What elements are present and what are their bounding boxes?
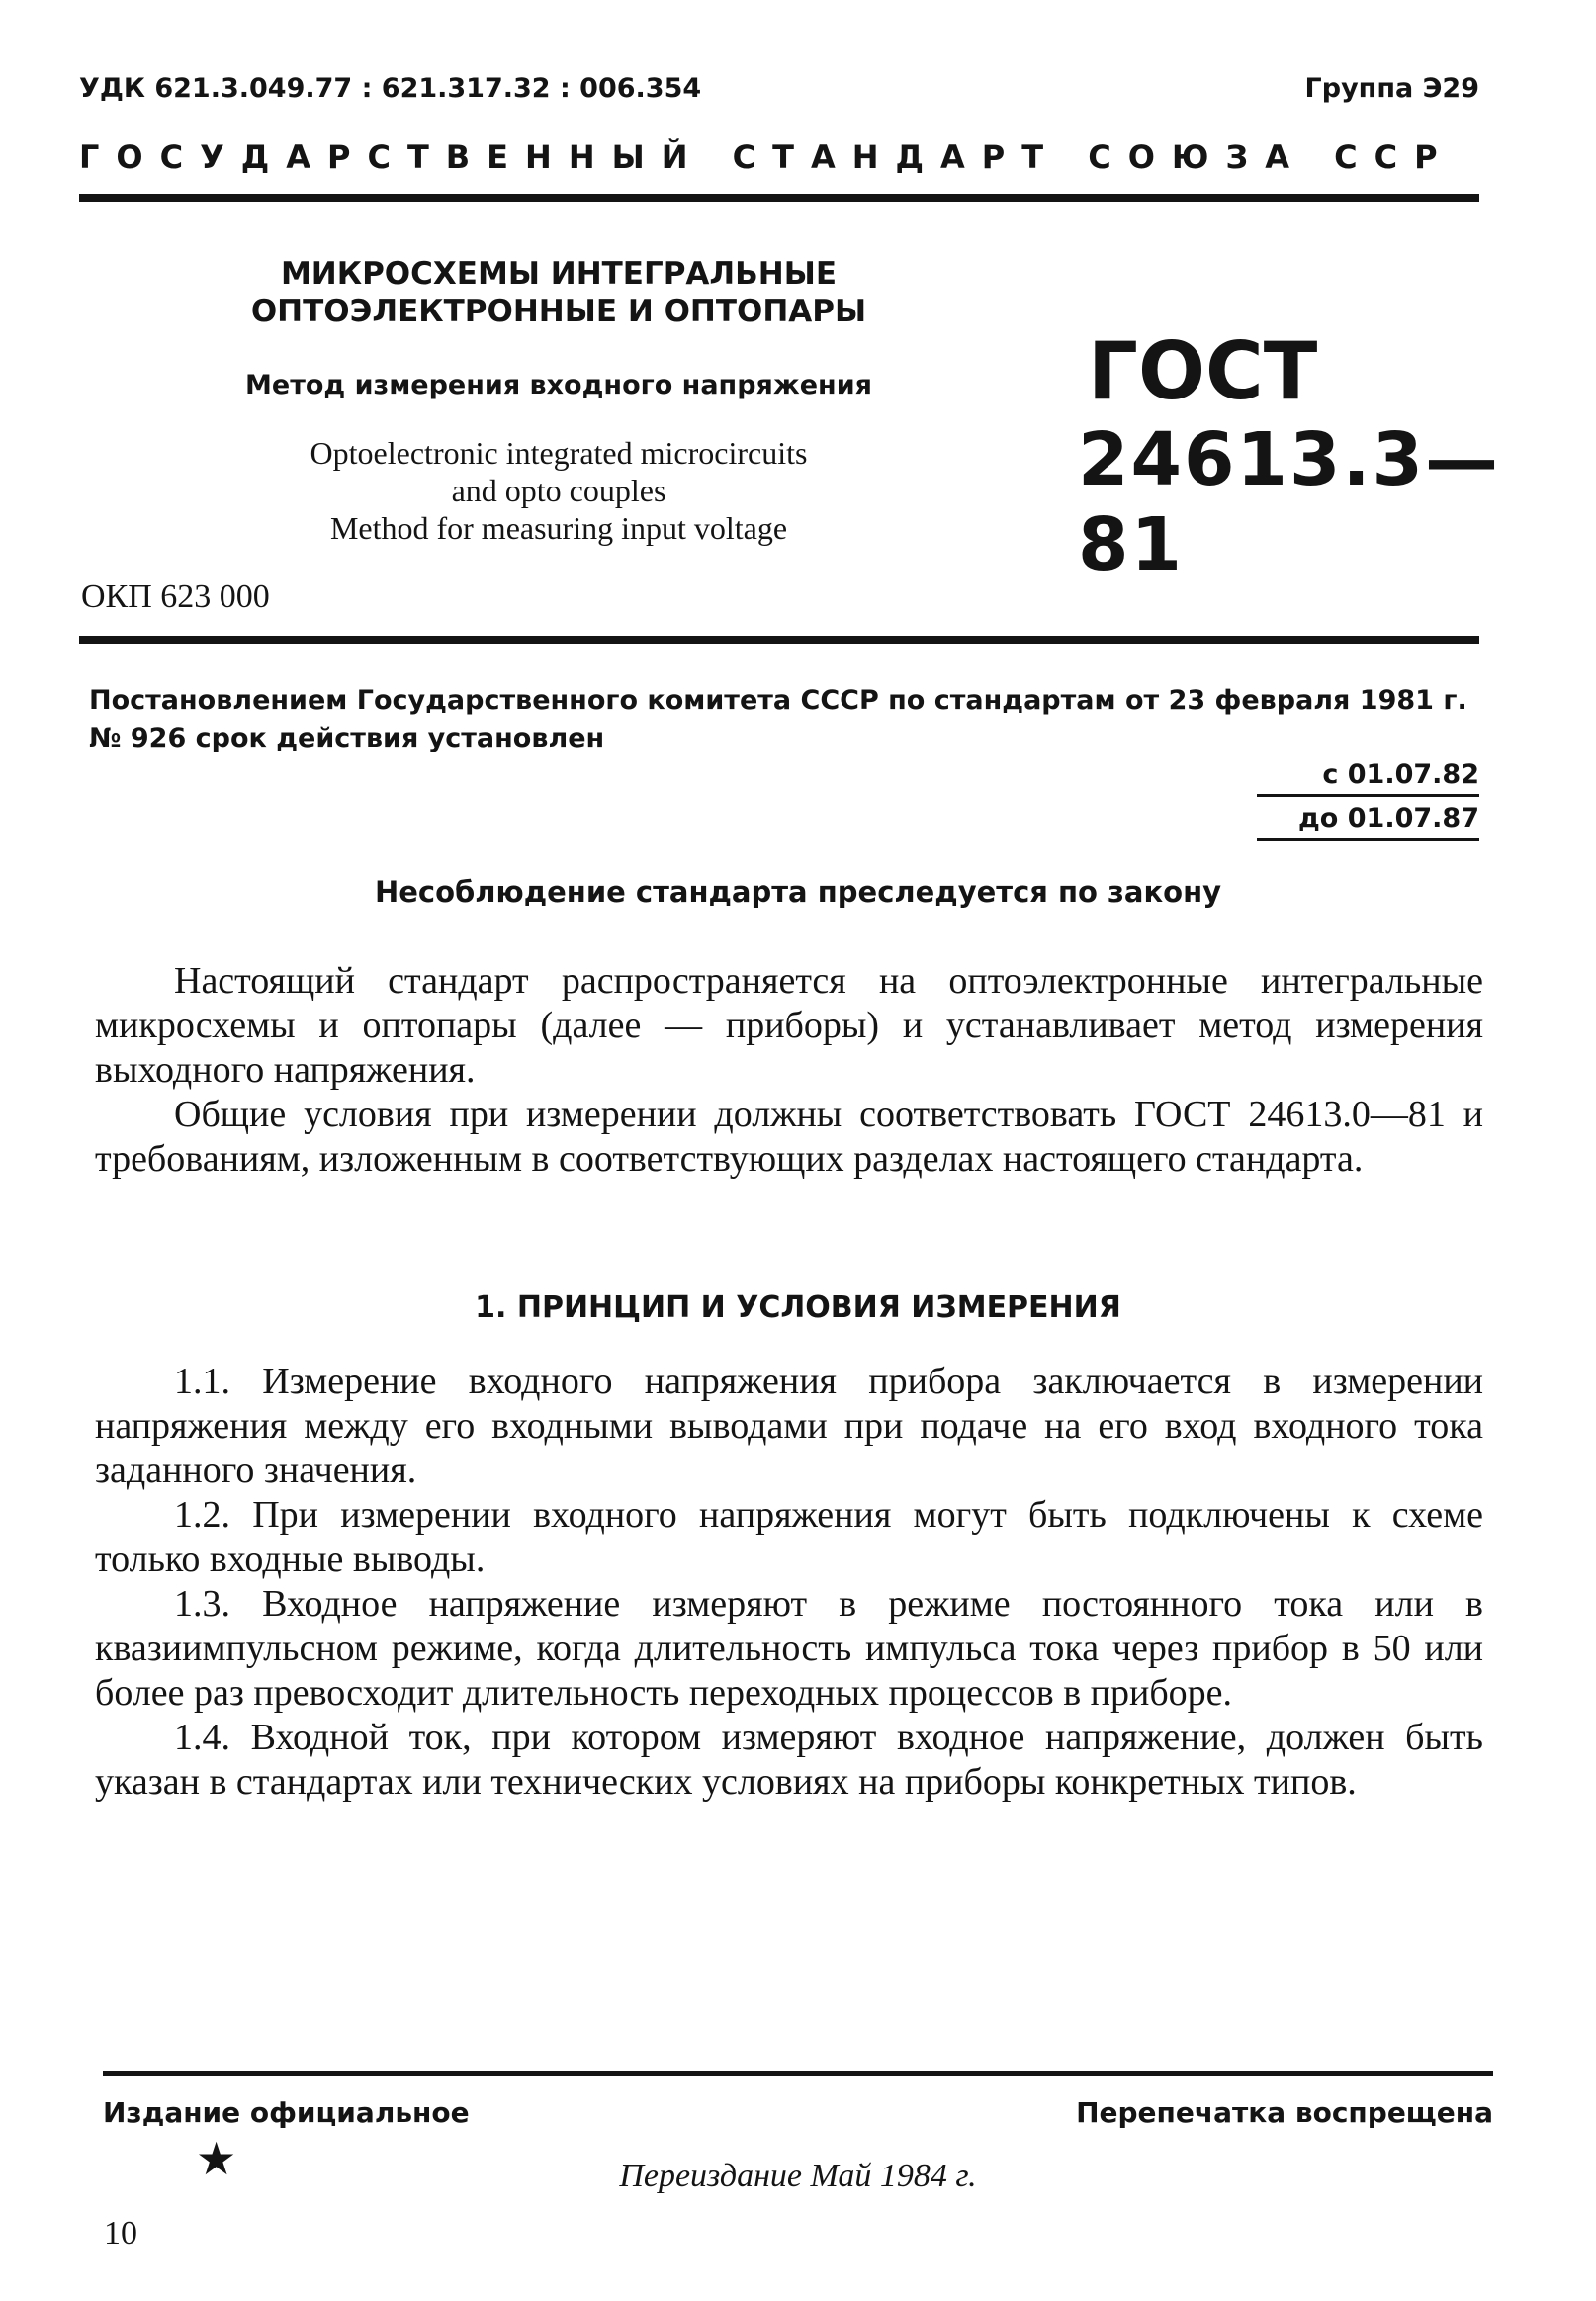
english-title: [183, 434, 934, 547]
section-1-text: [95, 1360, 1483, 1805]
clause-1-3: 1.3. Входное напряжение измеряют в режиме постоянного тока или в квазиимпульсном режиме, когда длительность импульса тока через прибор в 50 или более раз превосходит длительность переходных процессов в приборе.: [95, 1583, 1483, 1714]
english-title-line-3: Method for measuring input voltage: [329, 510, 788, 546]
valid-from: с 01.07.82: [1257, 759, 1479, 797]
udk-code: УДК 621.3.049.77 : 621.317.32 : 006.354: [79, 73, 702, 104]
title-block: [183, 255, 934, 547]
section-1-heading: 1. ПРИНЦИП И УСЛОВИЯ ИЗМЕРЕНИЯ: [475, 1290, 1121, 1325]
intro-paragraph-1: Настоящий стандарт распространяется на оптоэлектронные интегральные микросхемы и оптопары (далее — приборы) и устанавливает метод измерения выходного напряжения.: [95, 960, 1483, 1091]
gost-label: ГОСТ: [1088, 325, 1318, 417]
okp-code: ОКП 623 000: [81, 578, 270, 615]
intro-paragraph-2: Общие условия при измерении должны соответствовать ГОСТ 24613.0—81 и требованиям, изложенным в соответствующих разделах настоящего стандарта.: [95, 1094, 1483, 1180]
state-standard-title: ГОСУДАРСТВЕННЫЙ СТАНДАРТ СОЮЗА ССР: [79, 138, 1455, 176]
official-edition: Издание официальное: [103, 2096, 470, 2129]
title-subtitle: Метод измерения входного напряжения: [245, 370, 872, 400]
star-icon: ★: [196, 2134, 237, 2184]
clause-1-1: 1.1. Измерение входного напряжения прибора заключается в измерении напряжения между его входными выводами при подаче на его вход входного тока заданного значения.: [95, 1361, 1483, 1491]
reprint-prohibited: Перепечатка воспрещена: [1076, 2096, 1493, 2129]
english-title-line-1: Optoelectronic integrated microcircuits: [310, 435, 808, 471]
valid-to: до 01.07.87: [1257, 797, 1479, 841]
clause-1-4: 1.4. Входной ток, при котором измеряют входное напряжение, должен быть указан в стандартах или технических условиях на приборы конкретных типов.: [95, 1717, 1483, 1803]
decree-text: Постановлением Государственного комитета СССР по стандартам от 23 февраля 1981 г. № 926 срок действия установлен: [89, 685, 1467, 753]
footer-rule: [103, 2071, 1493, 2076]
okp-rule: [79, 636, 1479, 644]
title-line-1: МИКРОСХЕМЫ ИНТЕГРАЛЬНЫЕ: [280, 256, 838, 292]
gost-number: 24613.3—81: [1078, 417, 1501, 587]
group-code: Группа Э29: [1304, 73, 1479, 104]
validity-dates: [1257, 759, 1479, 841]
header-rule: [79, 194, 1479, 202]
english-title-line-2: and opto couples: [451, 473, 666, 508]
intro-text: [95, 959, 1483, 1182]
clause-1-2: 1.2. При измерении входного напряжения могут быть подключены к схеме только входные выводы.: [95, 1494, 1483, 1580]
legal-warning: Несоблюдение стандарта преследуется по закону: [374, 875, 1222, 909]
reissue-note: Переиздание Май 1984 г.: [619, 2158, 977, 2194]
title-line-2: ОПТОЭЛЕКТРОННЫЕ И ОПТОПАРЫ: [250, 294, 867, 329]
page-number: 10: [104, 2215, 137, 2252]
